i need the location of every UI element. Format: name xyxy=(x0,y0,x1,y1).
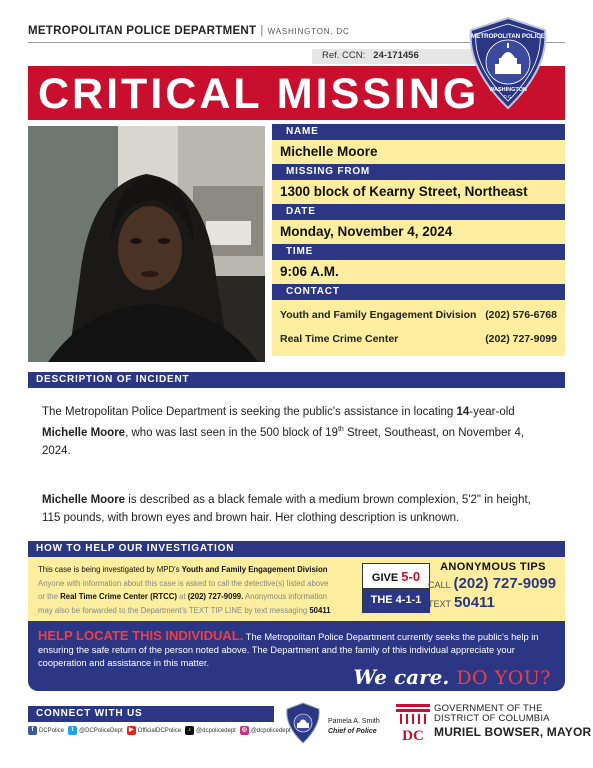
date-label: DATE xyxy=(272,204,565,220)
social-link-twitter[interactable] xyxy=(68,726,123,735)
tips-heading: ANONYMOUS TIPS xyxy=(440,561,546,573)
help-text-part: may also be forwarded to the Department's TEXT TIP LINE by text messaging xyxy=(38,605,310,615)
badge-bottom-text: WASHINGTON xyxy=(489,87,527,93)
tips-call xyxy=(428,575,558,592)
department-header xyxy=(28,25,350,37)
social-handle: @dcpolicedept xyxy=(250,727,291,734)
facebook-icon: f xyxy=(28,726,37,735)
chief-signature xyxy=(328,717,380,737)
twitter-icon: t xyxy=(68,726,77,735)
desc-text: -year-old xyxy=(469,406,515,418)
desc-text: , who was last seen in the 500 block of 19 xyxy=(125,426,338,439)
social-handle: @DCPoliceDept xyxy=(79,727,123,734)
tips-call-number[interactable]: (202) 727-9099 xyxy=(453,575,557,592)
description-paragraph-2 xyxy=(42,491,552,527)
desc-text: The Metropolitan Police Department is seeking the public's assistance in locating xyxy=(42,406,457,418)
give-411-text: THE 4-1-1 xyxy=(363,589,429,613)
chief-badge-icon xyxy=(284,702,322,744)
name-value: Michelle Moore xyxy=(272,140,565,164)
contact-phone[interactable]: (202) 727-9099 xyxy=(485,333,557,345)
time-label: TIME xyxy=(272,244,565,260)
we-care-slogan xyxy=(353,665,551,689)
date-value: Monday, November 4, 2024 xyxy=(272,220,565,244)
social-link-facebook[interactable] xyxy=(28,726,64,735)
do-you-text: DO YOU? xyxy=(456,667,551,689)
gov-line-2: DISTRICT OF COLUMBIA xyxy=(434,713,550,724)
contact-row xyxy=(280,333,557,357)
tips-text-number[interactable]: 50411 xyxy=(454,594,495,611)
we-care-text: We care. xyxy=(353,665,450,689)
desc-text: Street, Southeast, on November 4, 2024. xyxy=(42,426,525,457)
department-city: WASHINGTON, DC xyxy=(267,27,350,36)
description-heading: DESCRIPTION OF INCIDENT xyxy=(28,372,565,388)
social-link-youtube[interactable] xyxy=(127,726,181,735)
banner-title: CRITICAL MISSING xyxy=(38,70,480,118)
person-photo-image xyxy=(28,126,265,362)
contact-row xyxy=(280,309,557,333)
department-name: METROPOLITAN POLICE DEPARTMENT xyxy=(28,25,257,37)
dc-government-logo-icon xyxy=(392,702,434,742)
description-paragraph-1 xyxy=(42,403,552,460)
header-separator: | xyxy=(260,25,264,37)
help-instructions xyxy=(38,563,360,617)
reference-number xyxy=(312,49,480,64)
help-rtcc-phone[interactable]: (202) 727-9099. xyxy=(187,592,244,601)
badge-sub-text: D.C. xyxy=(503,94,513,99)
name-label: NAME xyxy=(272,124,565,140)
missing-person-photo xyxy=(28,126,265,362)
chief-name: Pamela A. Smith xyxy=(328,718,380,725)
missing-from-value: 1300 block of Kearny Street, Northeast xyxy=(272,180,565,204)
give-50-text: 5-0 xyxy=(401,569,421,584)
give-text: GIVE xyxy=(371,572,402,584)
police-badge-icon xyxy=(465,16,551,110)
help-line xyxy=(38,563,360,577)
chief-title: Chief of Police xyxy=(328,728,377,735)
text-label: TEXT xyxy=(428,599,452,609)
give-50-logo xyxy=(362,563,430,613)
social-handle: @dcpolicedept xyxy=(196,727,236,734)
contact-name: Youth and Family Engagement Division xyxy=(280,309,477,321)
badge-top-text: METROPOLITAN POLICE xyxy=(471,33,545,40)
ref-label: Ref. CCN: xyxy=(322,50,366,61)
desc-text: is described as a black female with a medium brown complexion, 5'2" in height, 115 pounds, with brown eyes and brown hair. Her clothing description is unknown. xyxy=(42,494,531,524)
time-value: 9:06 A.M. xyxy=(272,260,565,284)
desc-sup: th xyxy=(337,426,344,433)
help-text-part: Anonymous information xyxy=(243,592,327,601)
help-division: Youth and Family Engagement Division xyxy=(181,565,328,574)
youtube-icon: ▶ xyxy=(127,726,136,735)
social-links xyxy=(28,726,291,735)
desc-name: Michelle Moore xyxy=(42,426,126,439)
help-locate-body: The Metropolitan Police Department currently seeks the public's help in ensuring the safe return of the person noted above. The Department and the family of this individual appreciate your cooperation and assistance in this matter. xyxy=(38,632,539,668)
call-label: CALL xyxy=(428,580,451,590)
help-line xyxy=(38,590,360,604)
help-text-number: 50411 xyxy=(309,605,331,615)
desc-name: Michelle Moore xyxy=(42,494,126,506)
social-link-tiktok[interactable] xyxy=(185,726,236,735)
help-line xyxy=(38,604,360,618)
social-handle: DCPolice xyxy=(39,727,65,734)
help-text-part: or the xyxy=(38,592,61,601)
help-text-part: This case is being investigated by MPD's xyxy=(38,565,182,574)
help-locate-box xyxy=(28,621,565,691)
ref-value: 24-171456 xyxy=(373,50,419,61)
help-locate-heading: HELP LOCATE THIS INDIVIDUAL. xyxy=(38,628,244,643)
missing-from-label: MISSING FROM xyxy=(272,164,565,180)
gov-line-1: GOVERNMENT OF THE xyxy=(434,703,543,714)
desc-age: 14 xyxy=(456,406,470,418)
missing-details xyxy=(272,124,565,356)
contact-name: Real Time Crime Center xyxy=(280,333,399,345)
social-handle: OfficialDCPolice xyxy=(137,727,182,734)
tips-text xyxy=(428,594,558,611)
instagram-icon: ◎ xyxy=(241,727,247,733)
mayor-name: MURIEL BOWSER, MAYOR xyxy=(434,725,592,739)
help-info-box xyxy=(28,557,565,621)
help-heading: HOW TO HELP OUR INVESTIGATION xyxy=(28,541,565,557)
dc-government xyxy=(434,704,591,739)
help-text-part: at xyxy=(176,592,188,601)
anonymous-tips xyxy=(428,561,558,611)
connect-heading: CONNECT WITH US xyxy=(28,706,274,722)
contact-label: CONTACT xyxy=(272,284,565,300)
contact-box xyxy=(272,300,565,356)
help-rtcc: Real Time Crime Center (RTCC) xyxy=(60,592,177,601)
give-50-top xyxy=(363,564,429,589)
tiktok-icon: ♪ xyxy=(185,726,194,735)
help-line: Anyone with information about this case is asked to call the detective(s) listed above xyxy=(38,578,329,588)
dc-logo-text: DC xyxy=(402,728,424,742)
contact-phone[interactable]: (202) 576-6768 xyxy=(485,309,557,321)
help-section xyxy=(28,541,565,691)
